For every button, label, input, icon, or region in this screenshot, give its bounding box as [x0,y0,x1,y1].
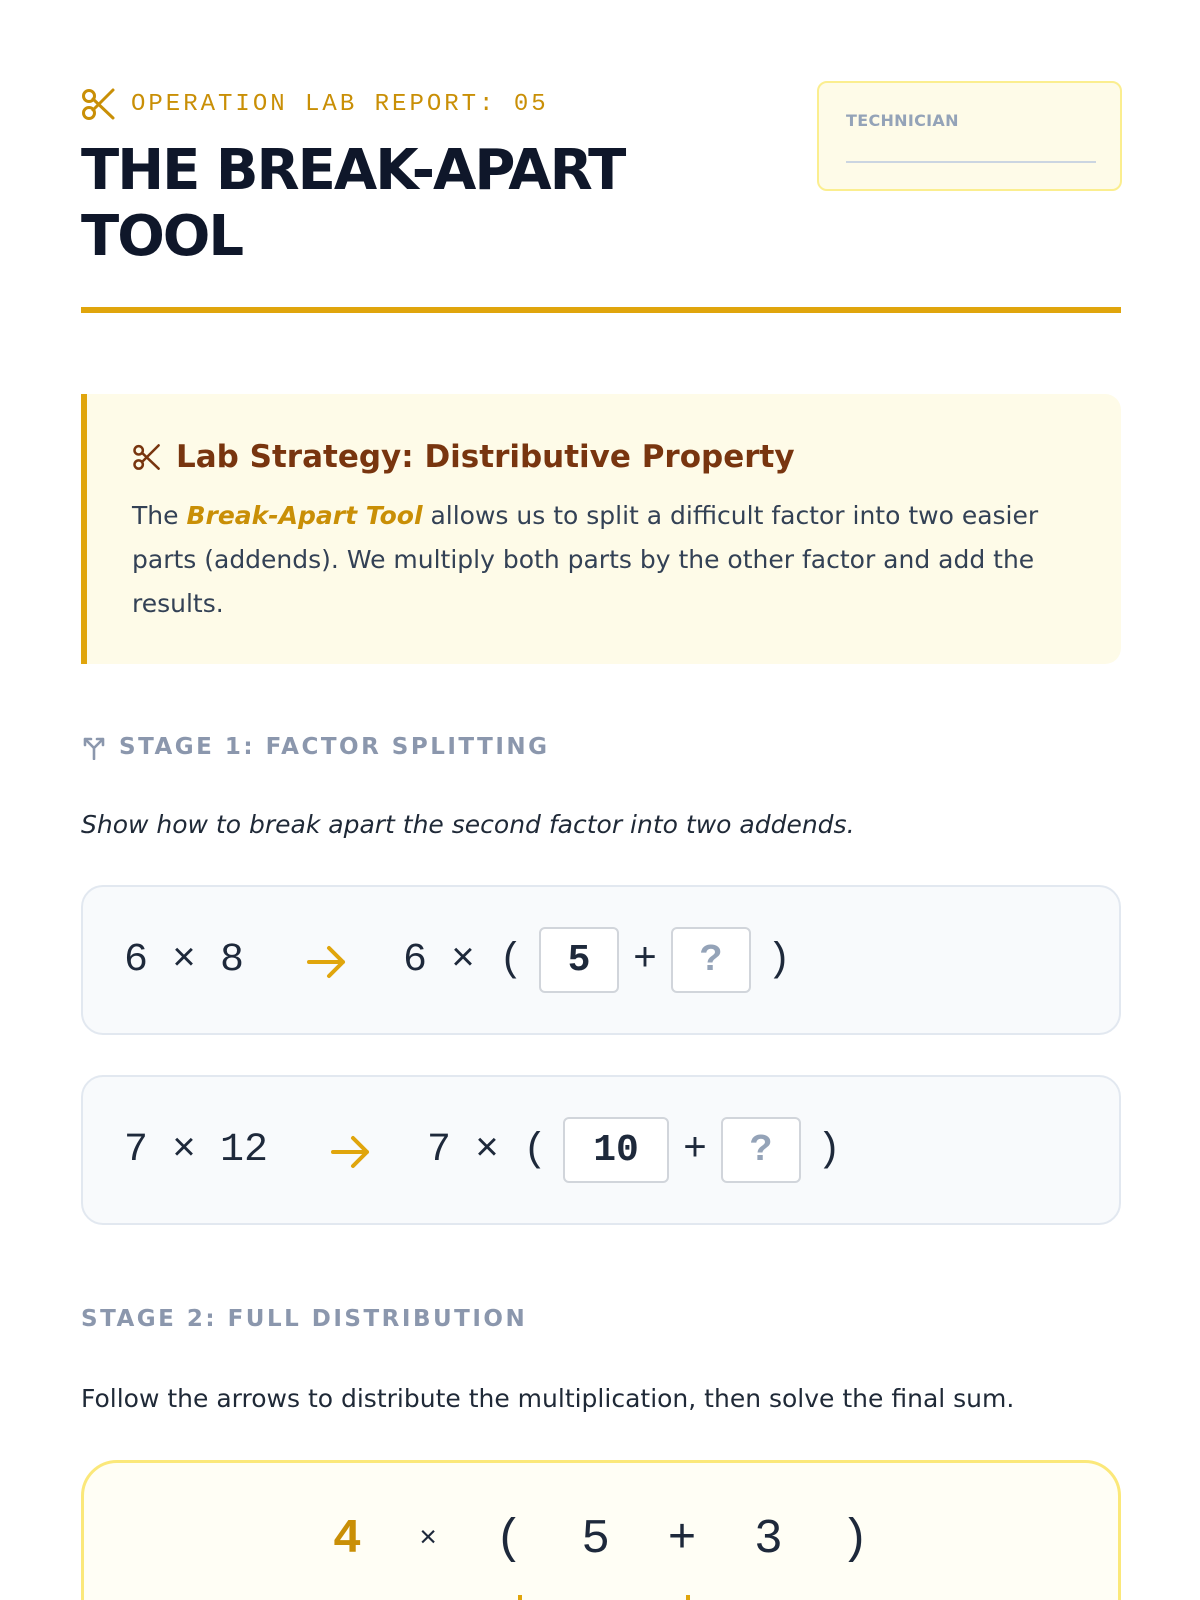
original-expression [124,1077,268,1223]
stage1-instruction: Show how to break apart the second factor into two addends. [81,810,855,839]
known-addend-box: 5 [539,927,619,993]
report-header [81,80,1121,280]
arrow-right-icon [305,942,349,982]
close-paren: ) [840,1513,870,1567]
times-sign: × [451,937,476,983]
stage1-heading [81,734,550,760]
report-number: OPERATION LAB REPORT: 05 [131,90,549,118]
plus-sign: + [633,937,658,983]
times-sign: × [475,1127,500,1173]
tool-name: Break-Apart Tool [186,501,423,530]
split-problem-1 [81,885,1121,1035]
distribution-arrow-1 [518,1595,522,1600]
technician-name-field[interactable] [846,161,1096,163]
factor-a: 6 [124,937,149,983]
split-expression [403,887,791,1033]
missing-addend-input[interactable]: ? [721,1117,801,1183]
plus-sign: + [667,1513,697,1567]
distribution-expression [84,1513,1118,1567]
distribution-arrow-2 [686,1595,690,1600]
plus-sign: + [683,1127,708,1173]
stage1-title: STAGE 1: FACTOR SPLITTING [119,734,550,760]
close-paren: ) [817,1127,842,1173]
factor-b: 12 [220,1127,269,1173]
close-paren: ) [767,937,792,983]
addend-2: 3 [754,1513,783,1567]
stage2-instruction: Follow the arrows to distribute the multiplication, then solve the final sum. [81,1384,1015,1413]
technician-label: TECHNICIAN [846,111,959,130]
header-divider [81,307,1121,313]
technician-card [817,81,1122,191]
original-expression [124,887,244,1033]
split-problem-2 [81,1075,1121,1225]
stage2-title: STAGE 2: FULL DISTRIBUTION [81,1306,528,1332]
page-title: THE BREAK-APART TOOL [81,138,625,269]
split-expression [427,1077,841,1223]
open-paren: ( [523,1127,548,1173]
arrow-right-icon [329,1132,373,1172]
factor-a: 7 [427,1127,452,1173]
strategy-body-prefix: The [132,501,187,530]
strategy-callout [81,394,1121,664]
scissors-icon [132,442,162,472]
times-sign: × [172,1127,197,1173]
missing-addend-input[interactable]: ? [671,927,751,993]
distributed-factor: 4 [332,1513,362,1567]
report-kicker [81,84,549,124]
stage2-heading [81,1306,527,1332]
factor-b: 8 [220,937,245,983]
known-addend-box: 10 [563,1117,669,1183]
scissors-icon [81,86,117,122]
split-arrows-icon [81,734,107,760]
strategy-description [132,494,1062,626]
factor-a: 7 [124,1127,149,1173]
factor-a: 6 [403,937,428,983]
strategy-title: Lab Strategy: Distributive Property [176,439,795,475]
distribution-box [81,1460,1121,1600]
times-sign: × [172,937,197,983]
open-paren: ( [499,937,524,983]
addend-1: 5 [581,1513,610,1567]
strategy-heading [132,439,795,475]
times-sign: × [419,1522,438,1557]
open-paren: ( [494,1513,524,1567]
strategy-body-suffix: allows us to split a difficult factor into two easier parts (addends). We multiply both parts by the other factor and add the results. [132,501,1039,618]
